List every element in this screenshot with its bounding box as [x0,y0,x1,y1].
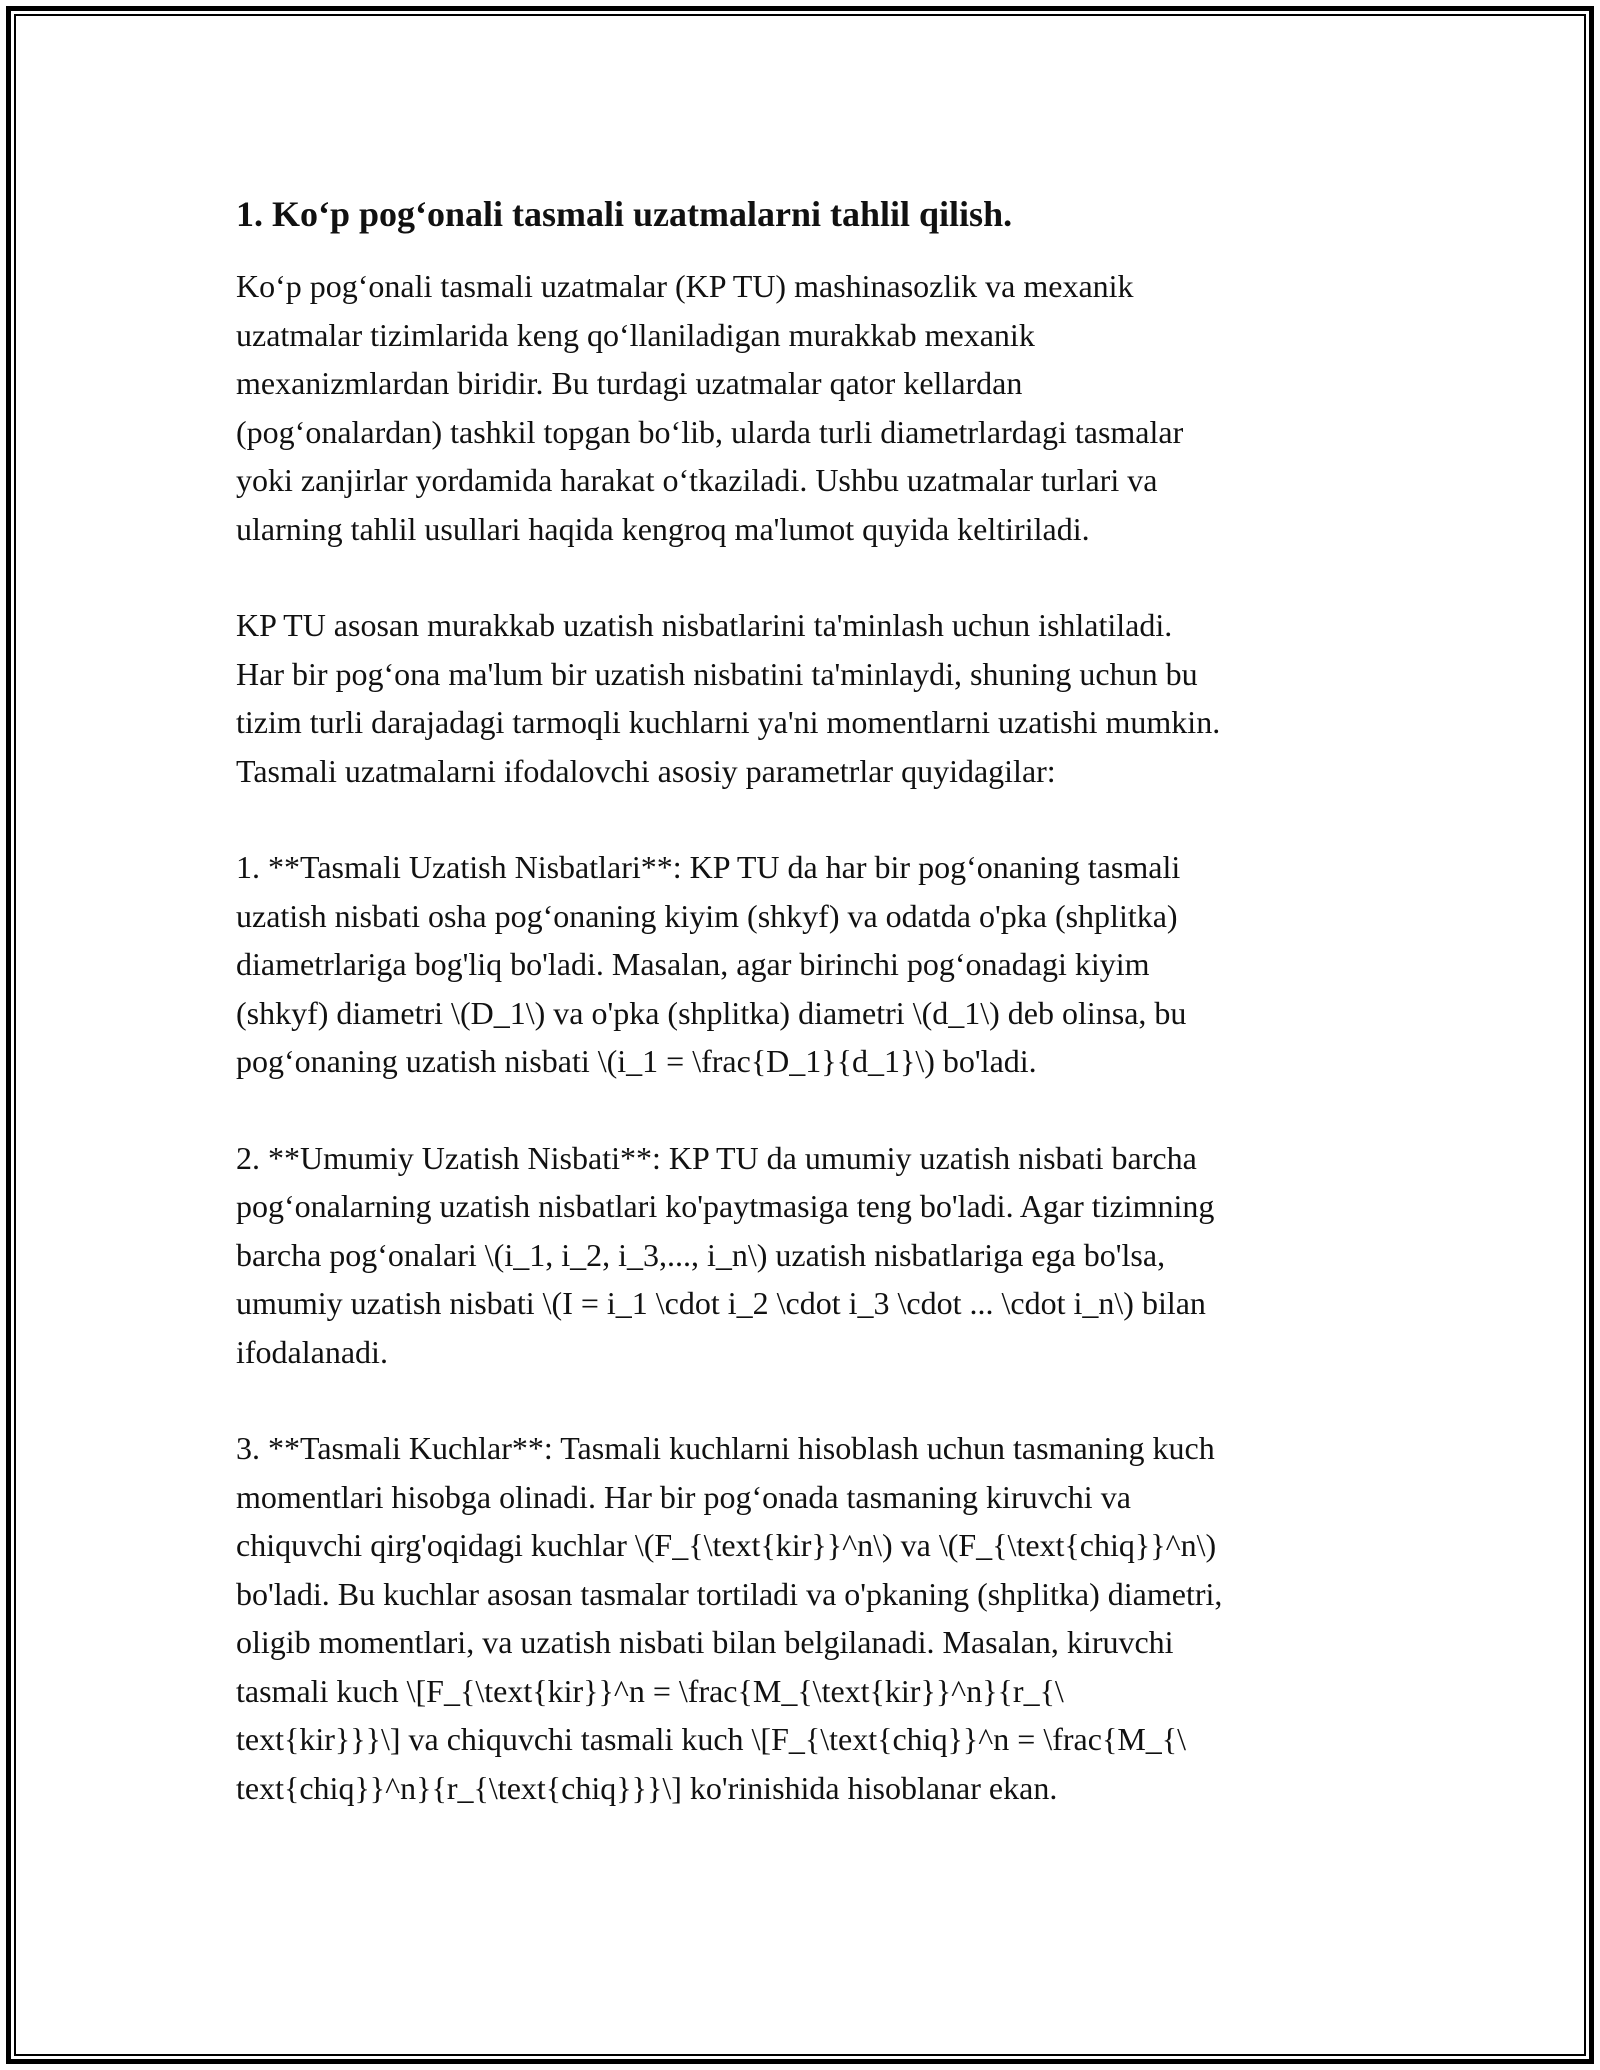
list-item-belt-forces: 3. **Tasmali Kuchlar**: Tasmali kuchlarni hisoblash uchun tasmaning kuch momentlari hisobga olinadi. Har bir pog‘onada tasmaning kiruvchi va chiquvchi qirg'oqidagi kuchlar \(F_{\text{kir}}^n\) va \(F_{\text{chiq}}^n\) bo'ladi. Bu kuchlar asosan tasmalar tortiladi va o'pkaning (shplitka) diametri, oligib momentlari, va uzatish nisbati bilan belgilanadi. Masalan, kiruvchi tasmali kuch \[F_{\text{kir}}^n = \frac{M_{\text{kir}}^n}{r_{\ text{kir}}}\] va chiquvchi tasmali kuch \[F_{\text{chiq}}^n = \frac{M_{\ text{chiq}}^n}{r_{\text{chiq}}}\] ko'rinishida hisoblanar ekan. [236,1430,1223,1806]
list-item-transmission-ratios: 1. **Tasmali Uzatish Nisbatlari**: KP TU da har bir pog‘onaning tasmali uzatish nisbati osha pog‘onaning kiyim (shkyf) va odatda o'pka (shplitka) diametrlariga bog'liq bo'ladi. Masalan, agar birinchi pog‘onadagi kiyim (shkyf) diametri \(D_1\) va o'pka (shplitka) diametri \(d_1\) deb olinsa, bu pog‘onaning uzatish nisbati \(i_1 = \frac{D_1}{d_1}\) bo'ladi. [236,849,1187,1079]
section-heading: 1. Ko‘p pog‘onali tasmali uzatmalarni tahlil qilish. [236,194,1013,234]
paragraph-intro: Ko‘p pog‘onali tasmali uzatmalar (KP TU) mashinasozlik va mexanik uzatmalar tizimlarida keng qo‘llaniladigan murakkab mexanik mexanizmlardan biridir. Bu turdagi uzatmalar qator kellardan (pog‘onalardan) tashkil topgan bo‘lib, ularda turli diametrlardagi tasmalar yoki zanjirlar yordamida harakat o‘tkaziladi. Ushbu uzatmalar turlari va ularning tahlil usullari haqida kengroq ma'lumot quyida keltiriladi. [236,268,1184,547]
document-body [236,188,1376,1860]
list-item-total-ratio: 2. **Umumiy Uzatish Nisbati**: KP TU da umumiy uzatish nisbati barcha pog‘onalarning uzatish nisbatlari ko'paytmasiga teng bo'ladi. Agar tizimning barcha pog‘onalari \(i_1, i_2, i_3,..., i_n\) uzatish nisbatlariga ega bo'lsa, umumiy uzatish nisbati \(I = i_1 \cdot i_2 \cdot i_3 \cdot ... \cdot i_n\) bilan ifodalanadi. [236,1139,1215,1370]
paragraph-overview: KP TU asosan murakkab uzatish nisbatlarini ta'minlash uchun ishlatiladi. Har bir pog‘ona ma'lum bir uzatish nisbatini ta'minlaydi, shuning uchun bu tizim turli darajadagi tarmoqli kuchlarni ya'ni momentlarni uzatishi mumkin. Tasmali uzatmalarni ifodalovchi asosiy parametrlar quyidagilar: [236,607,1221,789]
